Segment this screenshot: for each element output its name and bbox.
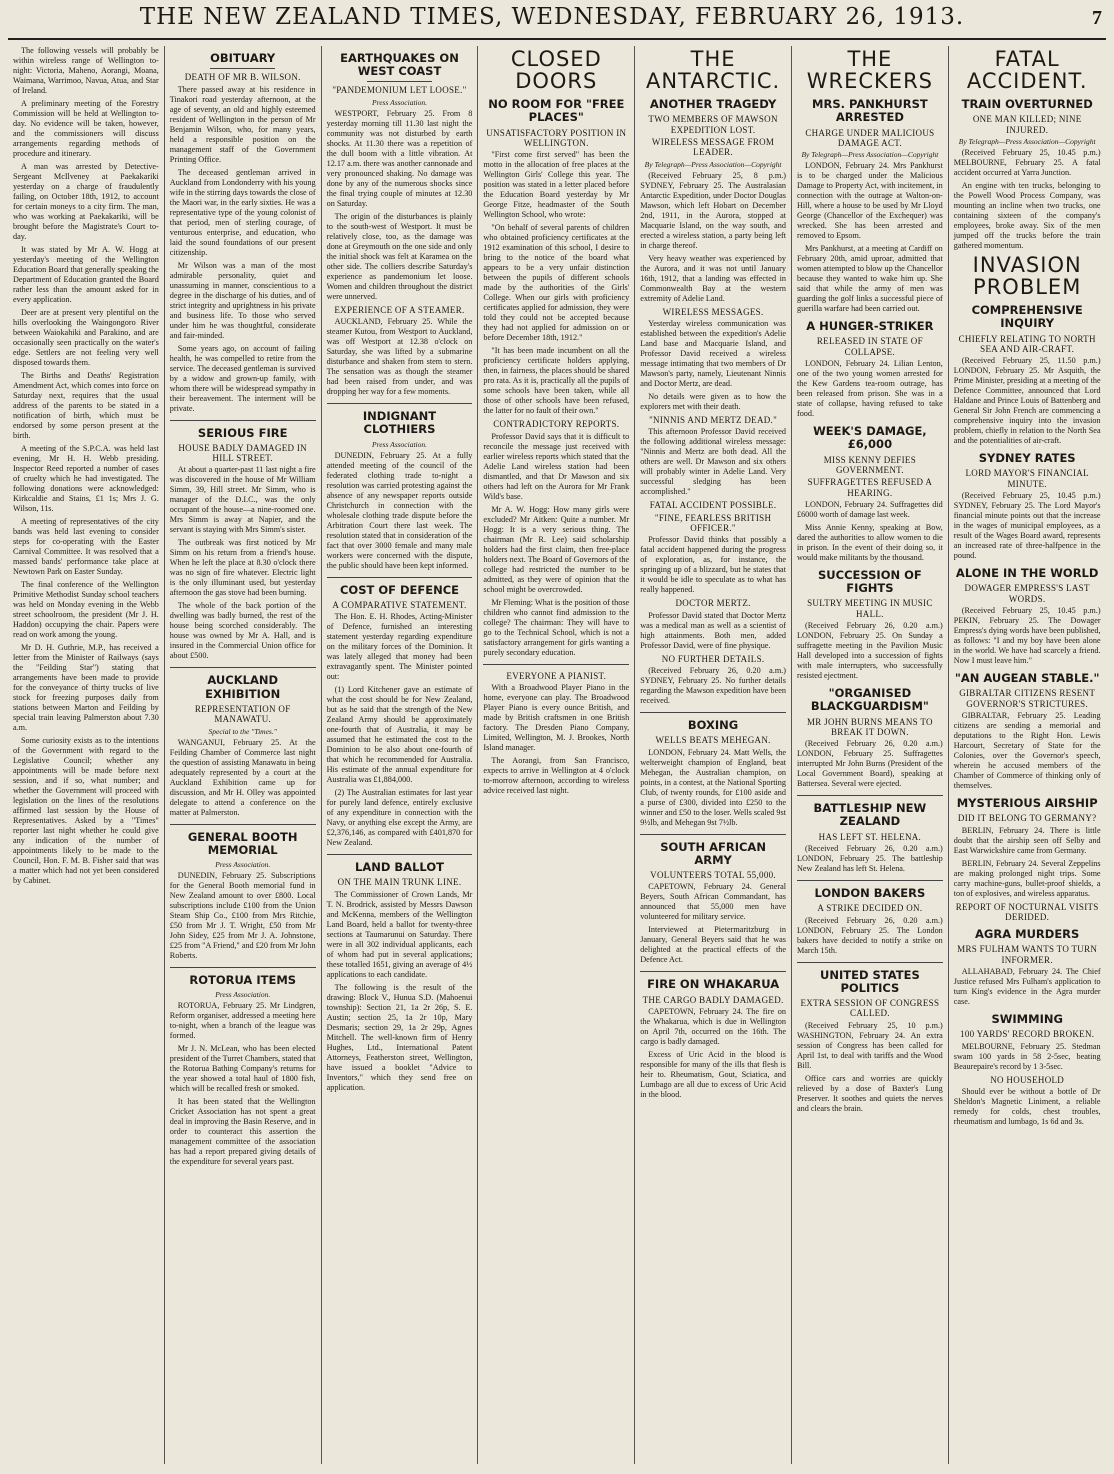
article-paragraph: Miss Annie Kenny, speaking at Bow, dared the authorities to allow women to die in prison. In the event of their doing so, it would make militants by the thousand. [796, 522, 943, 562]
booth-headline: GENERAL BOOTH MEMORIAL [187, 829, 298, 857]
divider [797, 880, 943, 881]
column-1 [8, 46, 165, 1464]
article-paragraph: No details were given as to how the explorers met with their death. [640, 392, 786, 412]
divider [210, 68, 276, 69]
article-paragraph: With a Broadwood Player Piano in the home, everyone can play. The Broadwood Player Piano is every ounce British, and made by British craftsmen in one British factory. The Dresden Piano Company, Limited, Wellington, M. J. Brookes, North Island manager. [483, 682, 630, 752]
article-paragraph: Office cars and worries are quickly relieved by a dose of Baxter's Lung Preserver. It soothes and quiets the nerves and clears the brain. [796, 1073, 943, 1113]
succession-subhead: SULTRY MEETING IN MUSIC HALL. [807, 598, 933, 619]
doors-subhead: NO ROOM FOR "FREE PLACES" [488, 97, 625, 125]
defence-subhead: A COMPARATIVE STATEMENT. [332, 599, 467, 610]
clothiers-headline: INDIGNANT CLOTHIERS [362, 409, 437, 437]
divider [170, 967, 316, 968]
article-paragraph: At about a quarter-past 11 last night a fire was discovered in the house of Mr William Simm, 39, Hill street. Mr Simm, who is manager of the D.I.C., was the only occupant of the house—a nine-roomed one. Mrs Simm is away at Napier, and the servant is staying with Mrs Simm's sister. [169, 465, 316, 535]
quake-subhead: "PANDEMONIUM LET LOOSE." [332, 85, 467, 96]
article-paragraph: (Received February 26, 0.20 a.m.) LONDON, February 25. The London bakers have decided to notify a strike on March 15th. [796, 915, 943, 955]
article-paragraph: Excess of Uric Acid in the blood is responsible for many of the ills that flesh is heir to. Rheumatism, Gout, Sciatica, and Lumbago are all due to excess of Uric Acid in the blood. [640, 1050, 786, 1099]
article-paragraph: LONDON, February 24. Suffragettes did £6000 worth of damage last week. [796, 499, 943, 519]
swimming-subhead: 100 YARDS' RECORD BROKEN. [960, 1029, 1095, 1040]
article-paragraph: (1) Lord Kitchener gave an estimate of what the cost should be for New Zealand, but as he said that the strength of the New Zealand Army should be approximately one-fourth that of Australia, it may be assumed that he estimated the cost to the Dominion to be also about one-fourth of that which he recommended for Australia. His estimate of the annual expenditure for Australia was £1,884,000. [326, 685, 473, 785]
article-paragraph: GIBRALTAR, February 25. Leading citizens are sending a memorial and deputations to the Right Hon. Lewis Harcourt, Secretary of State for the Colonies, over the Governor's speech, wherein he accused members of the Chamber of Commerce of thinking only of themselves. [953, 710, 1101, 790]
striker-headline: A HUNGER-STRIKER [806, 319, 934, 334]
fatal-subhead: FATAL ACCIDENT POSSIBLE. [649, 500, 777, 511]
swimming-headline: SWIMMING [991, 1012, 1063, 1027]
whakarua-headline: FIRE ON WHAKARUA [647, 977, 780, 992]
article-paragraph: "First come first served" has been the motto in the allocation of free places at the Wellington Girls' College this year. The position was stated in a letter placed before the Education Board yesterday by Mr George Fitze, headmaster of the South Wellington School, who wrote: [483, 150, 630, 220]
article-paragraph: Interviewed at Pietermaritzburg in January, General Beyers said that he was delighted at the practical effects of the Defence Act. [640, 925, 786, 965]
ballot-headline: LAND BALLOT [355, 860, 444, 875]
article-paragraph: The origin of the disturbances is plainly to the south-west of Westport. It must be relatively close, too, as the damage was done at Greymouth on the one side and only the initial shock was felt at Karamea on the other side. The colliers describe Saturday's experience as pandemonium let loose. Women and children throughout the district were unnerved. [326, 211, 473, 301]
damage-subhead: MISS KENNY DEFIES GOVERNMENT. [823, 454, 917, 475]
column-3 [322, 46, 479, 1464]
column-4 [478, 46, 635, 1464]
rates-headline: SYDNEY RATES [978, 451, 1076, 466]
article-paragraph: Very heavy weather was experienced by the Aurora, and it was not until January 16th, 1912, that a landing was effected in Commonwealth Bay at the western extremity of Adelie Land. [640, 253, 786, 303]
article-paragraph: Professor David stated that Doctor Mertz was a medical man as well as a scientist of high attainments. Both men, added Professor David, were of fine physique. [640, 610, 786, 650]
article-paragraph: (Received February 25, 11.50 p.m.) LONDON, February 25. Mr Asquith, the Prime Minister, presiding at a meeting of the Defence Committee, announced that Lord Haldane and Prince Louis of Battenberg and General Sir John French are commencing a comprehensive inquiry into the invasion problem, chiefly in relation to the North Sea and the potentialities of air-craft. [953, 356, 1101, 446]
tragedy-subhead: TWO MEMBERS OF MAWSON EXPEDITION LOST. [648, 114, 778, 135]
airship-subhead: DID IT BELONG TO GERMANY? [957, 813, 1097, 824]
boxing-headline: BOXING [687, 718, 739, 733]
article-paragraph: The outbreak was first noticed by Mr Simm on his return from a friend's house. When he left the place at 8.30 o'clock there was no sign of fire whatever. Electric light is the only illuminant used, but yesterday afternoon the gas stove had been burning. [169, 538, 316, 598]
article-paragraph: "It has been made incumbent on all the proficiency certificate holders applying, then, in fairness, the places should be shared pro rata. As it is, practically all the pupils of some schools have been taken, while all those of other schools have been refused, the latter for no fault of their own." [483, 346, 630, 416]
article-paragraph: It was stated by Mr A. W. Hogg at yesterday's meeting of the Wellington Education Board that generally speaking the Department of Education granted the Board rather less than the amount asked for in every application. [13, 245, 159, 304]
article-paragraph: A man was arrested by Detective-Sergeant McIlveney at Paekakariki yesterday on a charge of fraudulently failing, on October 18th, 1912, to account for certain moneys to a city firm. The man, who was working at Paekakariki, will be brought before the Magistrate's Court to-day. [13, 162, 159, 241]
article-paragraph: The following is the result of the drawing: Block V., Hunua S.D. (Mahoenui township): Section 21, 1a 2r 26p, S. E. Austin; section 25, 1a 2r 10p, Mary Desmaris; section 29, 1a 2r 29p, Agnes Mitchell. The well-known firm of Henry Hughes, Ltd., International Patent Attorneys, Featherston street, Wellington, have issued a booklet "Advice to Inventors," which they send free on application. [326, 982, 473, 1092]
augean-subhead: GIBRALTAR CITIZENS RESENT GOVERNOR'S STRICTURES. [959, 688, 1096, 709]
contradictory-subhead: CONTRADICTORY REPORTS. [493, 419, 620, 430]
article-paragraph: This afternoon Professor David received the following additional wireless message: "Ninnis and Mertz are both dead. All the others are well. Dr Mawson and six others will probably winter in Adelie Land. Very successful sledging has been accomplished." [640, 427, 786, 497]
article-paragraph: Mr D. H. Guthrie, M.P., has received a letter from the Minister of Railways (says the "Feilding Star") stating that arrangements have been made to provide for the conveyance of thirty trucks of live stock for freezing purposes daily from stations between Marton and Feilding by special train leaving Palmerston about 7.30 a.m. [13, 643, 159, 732]
article-paragraph: (Received February 26, 0.20 a.m.) LONDON, February 25. On Sunday a suffragette meeting in the Pavilion Music Hall developed into a succession of fights with male interrupters, who successfully resisted ejectment. [796, 621, 943, 681]
invasion-headline: INVASION PROBLEM [972, 253, 1082, 300]
succession-headline: SUCCESSION OF FIGHTS [818, 567, 922, 596]
africa-subhead: VOLUNTEERS TOTAL 55,000. [650, 870, 776, 881]
article-paragraph: Professor David thinks that possibly a fatal accident happened during the progress of exploration, as, for instance, the springing up of a blizzard, but he states that it would be idle to speculate as to what has really happened. [640, 535, 786, 595]
rates-subhead: LORD MAYOR'S FINANCIAL MINUTE. [965, 468, 1089, 489]
wireless-subhead: WIRELESS MESSAGES. [662, 306, 764, 317]
divider [170, 420, 316, 421]
article-paragraph: Mrs Pankhurst, at a meeting at Cardiff on February 20th, amid uproar, admitted that women attempted to blow up the Chancellor because they wanted to wake him up. She said that while the army of men was guarding the golf links a successful piece of guerilla warfare had been carried out. [796, 244, 943, 314]
agra-headline: AGRA MURDERS [975, 927, 1080, 942]
credit-line: Press Association. [215, 990, 271, 1000]
column-7 [949, 46, 1106, 1464]
article-paragraph: Some curiosity exists as to the intentions of the Government with regard to the Legislative Council; whether any appointments will be made before next session, and if so, what number; and whether the Government will proceed with legislation on the lines of the resolutions affirmed last session by the House of Representatives. Asked by a "Times" reporter last night whether he could give any indication of the number of appointments likely to be made to the Council, Hon. F. M. B. Fisher said that was a matter which had not yet been considered by Cabinet. [13, 736, 159, 885]
article-paragraph: (Received February 25, 8 p.m.) SYDNEY, February 25. The Australasian Antarctic Expedition, under Doctor Douglas Mawson, which left Hobart on December 2nd, 1911, in the Aurora, stopped at Macquarie Island, on the way south, and erected a wireless station, a party being left in charge thereof. [640, 170, 786, 250]
article-paragraph: Mr Wilson was a man of the most admirable personality, quiet and unassuming in manner, conscientious to a degree in the discharge of his duties, and of strict integrity and uprightness in his private and business life. To those who served under him he was thoughtful, considerate and fair-minded. [169, 260, 316, 340]
article-paragraph: MELBOURNE, February 25. Stedman swam 100 yards in 58 2-5sec, beating Beaurepaire's record by 1 3-5sec. [953, 1041, 1101, 1071]
agra-subhead: MRS FULHAM WANTS TO TURN INFORMER. [957, 944, 1098, 965]
newspaper-page [8, 4, 1106, 1466]
divider [327, 403, 473, 404]
mertz-subhead: DOCTOR MERTZ. [675, 598, 751, 609]
pankhurst-subhead: CHARGE UNDER MALICIOUS DAMAGE ACT. [805, 127, 935, 148]
article-paragraph: Mr J. N. McLean, who has been elected president of the Turret Chambers, stated that the Rotorua Bathing Company's returns for the year showed a total haul of 1800 fish, which will be recalled fresh or smoked. [169, 1044, 316, 1094]
auckland-subhead: REPRESENTATION OF MANAWATU. [194, 703, 291, 725]
credit-line: Special to the "Times." [208, 726, 277, 736]
page-number: 7 [1092, 7, 1102, 29]
guardism-headline: "ORGANISED BLACKGUARDISM" [810, 686, 929, 714]
article-paragraph: WESTPORT, February 25. From 8 yesterday morning till 11.30 last night the community was not disturbed by earth shocks. At 11.30 there was a repetition of the dull boom with a little vibration. At 12.17 a.m. there was another cannonade and very pronounced shaking. No damage was done by any of the numerous shocks since the final trying couple of minutes at 12.30 on Saturday. [326, 108, 473, 208]
pianist-subhead: EVERYONE A PIANIST. [506, 670, 607, 681]
divider [170, 824, 316, 825]
nofurther-subhead: NO FURTHER DETAILS. [661, 653, 765, 664]
article-paragraph: LONDON, February 24. Matt Wells, the welterweight champion of England, beat Mehegan, the Australian champion, on points, in a contest, at the National Sporting Club, of twenty rounds, for £100 aside and a purse of £300, divided into £250 to the winner and £50 to the loser. Wells scaled 9st 9½lb, and Mehegan 9st 7½lb. [640, 747, 786, 827]
columns [8, 46, 1106, 1464]
article-paragraph: (Received February 26, 0.20 a.m.) SYDNEY, February 25. No further details regarding the Mawson expedition have been received. [640, 666, 786, 706]
africa-headline: SOUTH AFRICAN ARMY [660, 839, 766, 867]
politics-subhead: EXTRA SESSION OF CONGRESS CALLED. [800, 997, 940, 1019]
airship-headline: MYSTERIOUS AIRSHIP [956, 795, 1098, 810]
article-paragraph: BERLIN, February 24. There is little doubt that the airship seen off Selby and East Warwickshire came from Germany. [953, 825, 1101, 855]
train-subhead: ONE MAN KILLED; NINE INJURED. [972, 114, 1082, 135]
steamer-subhead: EXPERIENCE OF A STEAMER. [334, 304, 465, 315]
credit-line: Press Association. [215, 860, 271, 870]
article-paragraph: The following vessels will probably be within wireless range of Wellington to-night: Victoria, Maheno, Aorangi, Moana, Waimana, Warrimoo, Navua, Atua, and Star of Ireland. [13, 46, 159, 95]
article-paragraph: (2) The Australian estimates for last year for purely land defence, entirely exclusive of any expenditure in connection with the Navy, or anything else except the Army, are £2,376,146, as compared with £401,870 for New Zealand. [326, 788, 473, 848]
alone-subhead: DOWAGER EMPRESS'S LAST WORDS. [964, 583, 1090, 604]
doors-subhead-2: UNSATISFACTORY POSITION IN WELLINGTON. [486, 127, 627, 148]
article-paragraph: LONDON, February 24. Mrs Pankhurst is to be charged under the Malicious Damage to Property Act, with incitement, in connection with the outrage at Walton-on-Hill, where a house to be used by Mr Lloyd George (Chancellor of the Exchequer) was wrecked. She has been arrested and removed to Epsom. [796, 161, 943, 241]
article-paragraph: The Aorangi, from San Francisco, expects to arrive in Wellington at 4 o'clock to-morrow afternoon, according to wireless advice received last night. [483, 755, 630, 795]
augean-headline: "AN AUGEAN STABLE." [954, 671, 1100, 686]
obituary-subhead: DEATH OF MR B. WILSON. [184, 72, 301, 83]
credit-line: Press Association. [371, 439, 427, 449]
article-paragraph: (Received February 25, 10.45 p.m.) PEKIN, February 25. The Dowager Empress's dying words have been published, as follows: "I and my boy have been alone in the world. We have had scarcely a friend. Now I must leave him." [953, 606, 1101, 666]
divider [640, 834, 786, 835]
quake-headline: EARTHQUAKES ON WEST COAST [340, 51, 459, 79]
credit-line: By Telegraph—Press Association—Copyright [801, 150, 939, 160]
article-paragraph: The Hon. E. H. Rhodes, Acting-Minister of Defence, furnished an interesting statement yesterday regarding expenditure on the military forces of the Dominion. It was lately alleged that money had been extravagantly spent. The Minister pointed out: [326, 612, 473, 682]
article-paragraph: Should ever be without a bottle of Dr Sheldon's Magnetic Liniment, a reliable remedy for colds, chest troubles, rheumatism and lumbago, 1s 6d and 3s. [953, 1087, 1101, 1126]
masthead [8, 4, 1106, 40]
bakers-headline: LONDON BAKERS [814, 885, 926, 900]
striker-subhead: RELEASED IN STATE OF COLLAPSE. [816, 336, 923, 357]
doors-headline: CLOSED DOORS [510, 47, 602, 94]
article-paragraph: LONDON, February 24. Lilian Lenton, one of the two young women arrested for the Kew Gardens tea-room outrage, has been released from prison. She was in a state of collapse, having refused to take food. [796, 359, 943, 419]
article-paragraph: Professor David says that it is difficult to reconcile the message just received with earlier wireless reports which stated that the Adelie Land wireless station had been dismantled, and that Dr Mawson and six others had left on the Aurora for Mr Frank Wild's base. [483, 431, 630, 501]
antarctic-headline: THE ANTARCTIC. [645, 47, 781, 94]
whakarua-subhead: THE CARGO BADLY DAMAGED. [642, 994, 784, 1005]
article-paragraph: An engine with ten trucks, belonging to the Powell Wood Process Company, was mounting an incline when two trucks, one containing sixteen of the company's employees, broke away. Six of the men jumped off the trucks before the train gathered momentum. [953, 181, 1101, 250]
wreckers-headline: THE WRECKERS [806, 47, 933, 94]
guardism-subhead: MR JOHN BURNS MEANS TO BREAK IT DOWN. [806, 716, 933, 737]
defence-headline: COST OF DEFENCE [339, 582, 459, 597]
divider [483, 664, 629, 665]
article-paragraph: A meeting of the S.P.C.A. was held last evening, Mr H. H. Webb presiding. Inspector Reed reported a number of cases of cruelty which he had investigated. The following donations were acknowledged: Kirkcaldie and Stains, £1 1s; Mrs J. G. Wilson, 11s. [13, 444, 159, 513]
divider [367, 81, 433, 82]
article-paragraph: The deceased gentleman arrived in Auckland from Londonderry with his young wife in the stirring days towards the close of the Maori war, in the early sixties. He was a representative type of the young colonist of that period, men of sterling courage, of venturous enterprise, and education, who laid the sound foundations of our present citizenship. [169, 167, 316, 257]
battleship-subhead: HAS LEFT ST. HELENA. [818, 831, 922, 842]
divider [327, 577, 473, 578]
column-2 [165, 46, 322, 1464]
alone-headline: ALONE IN THE WORLD [955, 566, 1099, 581]
article-paragraph: There passed away at his residence in Tinakori road yesterday afternoon, at the age of seventy, an old and highly esteemed resident of Wellington in the person of Mr Benjamin Wilson, who, for many years, held a responsible position on the management staff of the Government Printing Office. [169, 84, 316, 164]
article-paragraph: The final conference of the Wellington Primitive Methodist Sunday school teachers was held on Monday evening in the Webb street schoolroom, the president (Mr J. H. Haddon) occupying the chair. Papers were read on work among the young. [13, 580, 159, 639]
article-paragraph: (Received February 26, 0.20 a.m.) LONDON, February 25. The battleship New Zealand has left St. Helena. [796, 843, 943, 873]
column-5 [635, 46, 792, 1464]
article-paragraph: A preliminary meeting of the Forestry Commission will be held at Wellington to-day. No evidence will be taken, however, and the commissioners will discuss arrangements regarding methods of procedure and itinerary. [13, 99, 159, 158]
fire-headline: SERIOUS FIRE [197, 425, 288, 440]
tragedy-headline: ANOTHER TRAGEDY [649, 97, 777, 112]
bakers-subhead: A STRIKE DECIDED ON. [817, 903, 923, 914]
credit-line: By Telegraph—Press Association—Copyright [644, 159, 782, 169]
boxing-subhead: WELLS BEATS MEHEGAN. [655, 735, 771, 746]
article-paragraph: (Received February 25, 10.45 p.m.) MELBOURNE, February 25. A fatal accident occurred at Yarra Junction. [953, 148, 1101, 177]
article-paragraph: AUCKLAND, February 25. While the steamer Kutou, from Westport to Auckland, was off Westport at 12.38 o'clock on Saturday, she was lifted by a submarine disturbance and shaken from stem to stern. The sensation was as though the steamer had been raised from under, and was dropping her way for a few moments. [326, 317, 473, 397]
tragedy-subhead-2: WIRELESS MESSAGE FROM LEADER. [651, 137, 775, 158]
auckland-headline: AUCKLAND EXHIBITION [205, 673, 281, 701]
pankhurst-headline: MRS. PANKHURST ARRESTED [812, 97, 928, 125]
credit-line: By Telegraph—Press Association—Copyright [958, 137, 1096, 146]
article-paragraph: CAPETOWN, February 24. General Beyers, South African Commandant, has announced that 55,000 men have volunteered for military service. [640, 882, 786, 922]
damage-subhead-2: SUFFRAGETTES REFUSED A HEARING. [807, 477, 933, 498]
divider [170, 667, 316, 668]
divider [797, 795, 943, 796]
divider [640, 712, 786, 713]
article-paragraph: "On behalf of several parents of children who obtained proficiency certificates at the 1912 examination of this school, I desire to bring to the notice of the board what appears to be a very unfair distinction between the pupils of different schools made by the authorities of the Girls' College. When our girls with proficiency certificates applied for admission, they were told they could not be accepted because they had not applied for admission on or before December 18th, 1912." [483, 223, 630, 343]
article-paragraph: A meeting of representatives of the city bands was held last evening to consider steps for co-operating with the Easter Carnival Committee. It was resolved that a massed bands' performance take place at Newtown Park on Easter Sunday. [13, 517, 159, 576]
article-paragraph: Deer are at present very plentiful on the hills overlooking the Waingongoro River between Waiokahiki and Parakino, and are occasionally seen practically on the water's edge. Settlers are not feeling very well disposed towards them. [13, 308, 159, 367]
column-6 [792, 46, 949, 1464]
battleship-headline: BATTLESHIP NEW ZEALAND [813, 801, 927, 829]
article-paragraph: (Received February 25, 10.45 p.m.) SYDNEY, February 25. The Lord Mayor's financial minute points out that the increase in the wages of municipal employees, as a result of the Wages Board award, represents an increased rate of three-halfpence in the pound. [953, 491, 1101, 561]
article-paragraph: Some years ago, on account of failing health, he was compelled to retire from the service. The deceased gentleman is survived by a widow and grown-up family, with whom there will be widespread sympathy in their bereavement. The interment will be private. [169, 343, 316, 413]
credit-line: Press Association. [371, 97, 427, 107]
article-paragraph: Mr A. W. Hogg: How many girls were excluded? Mr Aitken: Quite a number. Mr Hogg: It is a very serious thing. The chairman (Mr R. Lee) said scholarship holders had the first claim, then free-place holders next. The Board of Governors of the college had restricted the number to be admitted, as they were of opinion that the school might be overcrowded. [483, 504, 630, 594]
ninnis-subhead: "NINNIS AND MERTZ DEAD." [649, 415, 778, 426]
article-paragraph: (Received February 25, 10 p.m.) WASHINGTON, February 24. An extra session of Congress has been called for April 1st, to deal with tariffs and the Wood Bill. [796, 1020, 943, 1070]
article-paragraph: Yesterday wireless communication was established between the expedition's Adelie Land base and Macquarie Island, and Professor David received a wireless message intimating that two members of Dr Mawson's party, namely, Lieutenant Ninnis and Doctor Mertz, are dead. [640, 319, 786, 389]
fine-subhead: "FINE, FEARLESS BRITISH OFFICER." [654, 512, 772, 534]
newspaper-title: THE NEW ZEALAND TIMES, WEDNESDAY, FEBRUARY 26, 1913. [139, 4, 965, 30]
article-paragraph: BERLIN, February 24. Several Zeppelins are making prolonged night trips. Some carry machine-guns, bullet-proof shields, a ton of explosives, and wireless apparatus. [953, 858, 1101, 898]
article-paragraph: WANGANUI, February 25. At the Feilding Chamber of Commerce last night the question of assisting Manawatu in being adequately represented by a court at the Auckland Exhibition came up for discussion, and Mr H. Olley was appointed delegate to attend a conference on the matter at Palmerston. [169, 737, 316, 817]
article-paragraph: CAPETOWN, February 24. The fire on the Whakarua, which is due in Wellington on April 7th, occurred on the 16th. The cargo is badly damaged. [640, 1007, 786, 1046]
damage-headline: WEEK'S DAMAGE, £6,000 [813, 424, 927, 452]
article-paragraph: The Commissioner of Crown Lands, Mr T. N. Brodrick, assisted by Messrs Dawson and McKenna, members of the Wellington Land Board, held a ballot for twenty-three sections at Taumarunui on Saturday. There were in all 302 individual applicants, each of whom had put in several applications; these totalled 1651, giving an average of 4½ applications to each candidate. [326, 889, 473, 979]
article-paragraph: It has been stated that the Wellington Cricket Association has not spent a great deal in improving the Basin Reserve, and in order to counteract this assertion the management committee of the association has had a report prepared giving details of the expenditure for several years past. [169, 1097, 316, 1167]
invasion-subhead-2: CHIEFLY RELATING TO NORTH SEA AND AIR-CRAFT. [958, 333, 1096, 354]
article-paragraph: (Received February 26, 0.20 a.m.) LONDON, February 25. Suffragettes interrupted Mr John Burns (President of the Local Government Board), speaking at Battersea. Several were ejected. [796, 739, 943, 789]
article-paragraph: DUNEDIN, February 25. At a fully attended meeting of the council of the federated clothing trade to-night a resolution was carried protesting against the absence of any newspaper reports outside Christchurch in connection with the wholesale clothing trade dispute before the Arbitration Court there last week. The resolution stated that in consideration of the fact that over 3000 female and many male workers were concerned with the dispute, the public should have been kept informed. [326, 450, 473, 570]
article-paragraph: Mr Fleming: What is the position of those children who cannot find admission to the college? The chairman: They will have to go to the Technical School, which is not a satisfactory arrangement for girls wanting a purely secondary education. [483, 597, 630, 657]
train-headline: TRAIN OVERTURNED [961, 97, 1093, 112]
divider [797, 962, 943, 963]
article-paragraph: DUNEDIN, February 25. Subscriptions for the General Booth memorial fund in New Zealand amount to over £800. Local subscriptions include £100 from the Union Steam Ship Co., £100 from Mrs Ritchie, £50 from Mr J. T. Wright, £50 from Mr John Sidey, £25 from Mr J. A. Johnstone, £25 from "A Friend," and £20 from Mr John Roberts. [169, 871, 316, 961]
article-paragraph: The Births and Deaths' Registration Amendment Act, which comes into force on Saturday next, requires that the usual address of the parents to be stated in a notification of birth, which must be endorsed by some person present at the birth. [13, 371, 159, 440]
politics-headline: UNITED STATES POLITICS [820, 967, 920, 995]
fire-subhead: HOUSE BADLY DAMAGED IN HILL STREET. [178, 442, 307, 464]
article-paragraph: The whole of the back portion of the dwelling was badly burned, the rest of the house being scorched considerably. The house was owned by Mr A. Hall, and is insured in the Commercial Union office for about £500. [169, 601, 316, 661]
article-paragraph: ROTORUA, February 25. Mr Lindgren, Reform organiser, addressed a meeting here to-night, when a branch of the league was formed. [169, 1001, 316, 1041]
rotorua-headline: ROTORUA ITEMS [189, 973, 297, 988]
obituary-headline: OBITUARY [210, 51, 276, 65]
invasion-subhead: COMPREHENSIVE INQUIRY [971, 303, 1083, 331]
airship-subhead-2: REPORT OF NOCTURNAL VISITS DERIDED. [955, 901, 1099, 922]
fatal-headline: FATAL ACCIDENT. [966, 47, 1088, 94]
divider [640, 971, 786, 972]
divider [327, 854, 473, 855]
ballot-subhead: ON THE MAIN TRUNK LINE. [337, 877, 462, 888]
household-subhead: NO HOUSEHOLD [990, 1074, 1065, 1085]
article-paragraph: ALLAHABAD, February 24. The Chief Justice refused Mrs Fulham's application to turn King's evidence in the Agra murder case. [953, 967, 1101, 1007]
